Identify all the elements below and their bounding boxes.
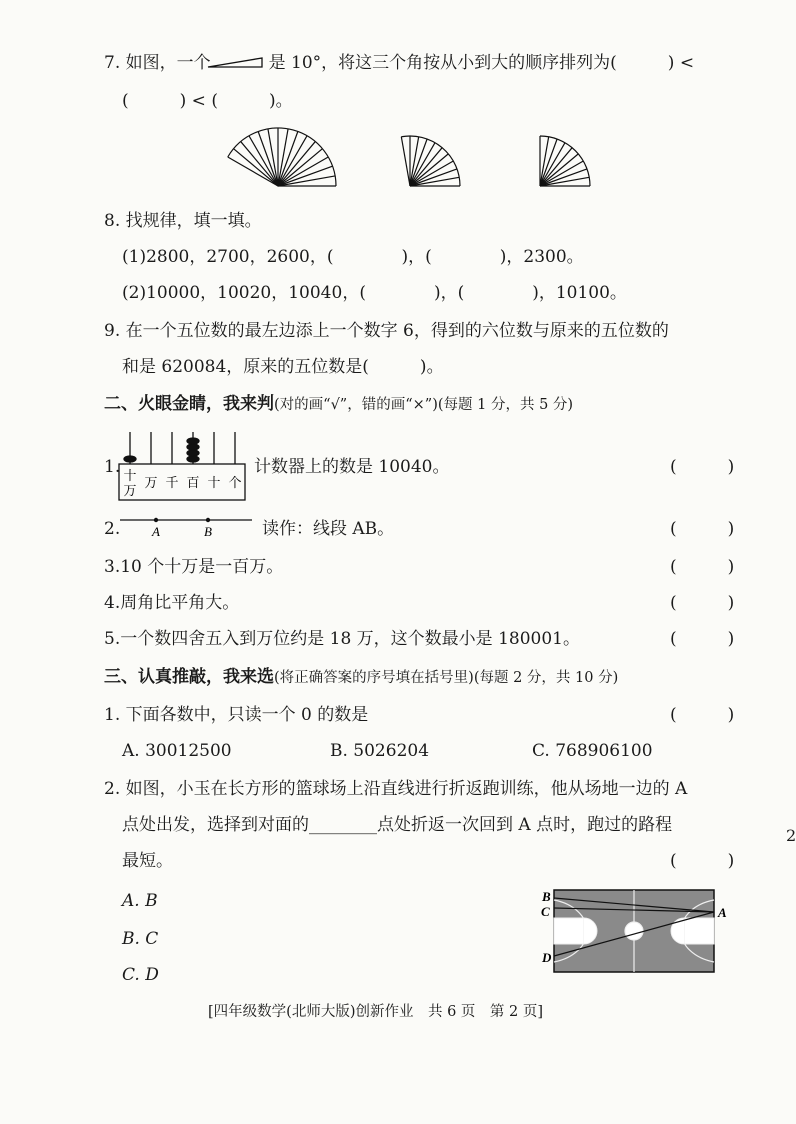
judge-1-num: 1. xyxy=(104,457,121,477)
choice2-option-b[interactable]: B. C xyxy=(122,929,159,949)
abacus-label: 万 xyxy=(144,476,158,491)
choice2-option-a[interactable]: A. B xyxy=(122,891,158,911)
choice2-option-c[interactable]: C. D xyxy=(122,965,159,985)
abacus-label: 十万 xyxy=(123,469,137,499)
choice1-option-c[interactable]: C. 768906100 xyxy=(532,741,653,761)
angle-fan-1 xyxy=(233,120,343,190)
judge-1-answer[interactable]: ( ) xyxy=(670,457,735,477)
choice2-line3: 最短。 xyxy=(122,851,173,871)
judge-4 xyxy=(104,592,239,614)
q8-sub2: (2)10000，10020，10040，( )，( )，10100。 xyxy=(122,283,627,303)
judge-3 xyxy=(104,556,283,578)
judge-5-text: 一个数四舍五入到万位约是 18 万，这个数最小是 180001。 xyxy=(120,629,580,649)
court-label-a: A xyxy=(718,905,727,920)
abacus-label: 个 xyxy=(228,476,242,491)
abacus-label: 百 xyxy=(186,476,200,491)
side-page-mark: 2 xyxy=(786,826,796,845)
judge-2-num: 2. xyxy=(104,519,121,539)
abacus-label: 十 xyxy=(207,476,221,491)
choice1-question: 1. 下面各数中，只读一个 0 的数是 xyxy=(104,705,369,725)
choice1-option-a[interactable]: A. 30012500 xyxy=(122,741,232,761)
abacus-bead xyxy=(124,456,136,462)
page-footer: [四年级数学(北师大版)创新作业 共 6 页 第 2 页] xyxy=(208,1004,544,1020)
section2-header xyxy=(104,393,573,416)
small-angle-figure xyxy=(206,56,266,70)
abacus-bead xyxy=(187,450,199,456)
judge-4-num: 4. xyxy=(104,593,121,613)
basketball-court-figure xyxy=(538,886,738,986)
section3-header xyxy=(104,666,618,689)
judge-5-num: 5. xyxy=(104,629,121,649)
q9-line1: 9. 在一个五位数的最左边添上一个数字 6，得到的六位数与原来的五位数的 xyxy=(104,321,669,341)
angle-fan-2 xyxy=(390,120,470,190)
abacus-bead xyxy=(187,444,199,450)
section3-note: (将正确答案的序号填在括号里)(每题 2 分，共 10 分) xyxy=(274,670,619,686)
abacus-bead xyxy=(187,438,199,444)
judge-2-answer[interactable]: ( ) xyxy=(670,519,735,539)
choice1-option-b[interactable]: B. 5026204 xyxy=(330,741,430,761)
judge-1-text: 计数器上的数是 10040。 xyxy=(254,457,450,477)
court-label-c: C xyxy=(541,904,550,919)
q8-sub1: (1)2800，2700，2600，( )，( )，2300。 xyxy=(122,247,584,267)
judge-4-answer[interactable]: ( ) xyxy=(670,593,735,613)
choice1-answer[interactable]: ( ) xyxy=(670,705,735,725)
q9-line2: 和是 620084，原来的五位数是( )。 xyxy=(122,357,444,377)
court-label-d: D xyxy=(542,950,552,965)
line-segment-figure xyxy=(118,512,258,538)
choice2-answer[interactable]: ( ) xyxy=(670,851,735,871)
point-a-label: A xyxy=(152,524,160,539)
judge-5 xyxy=(104,628,580,650)
court-label-b: B xyxy=(542,889,551,904)
abacus-label: 千 xyxy=(165,476,179,491)
point-b-label: B xyxy=(204,524,212,539)
angle-fan-3 xyxy=(520,120,600,190)
abacus-bead xyxy=(187,456,199,462)
q7-text-pre: 7. 如图，一个 xyxy=(104,53,211,73)
judge-3-num: 3. xyxy=(104,557,121,577)
judge-3-text: 10 个十万是一百万。 xyxy=(120,557,284,577)
q7-line1 xyxy=(104,52,694,74)
choice2-line2: 点处出发，选择到对面的________点处折返一次回到 A 点时，跑过的路程 xyxy=(122,815,673,835)
q8-title: 8. 找规律，填一填。 xyxy=(104,211,262,231)
section3-title: 三、认真推敲，我来选 xyxy=(104,667,274,687)
judge-5-answer[interactable]: ( ) xyxy=(670,629,735,649)
judge-3-answer[interactable]: ( ) xyxy=(670,557,735,577)
judge-2-text: 读作：线段 AB。 xyxy=(262,519,395,539)
abacus-figure xyxy=(118,430,248,502)
choice2-line1: 2. 如图，小玉在长方形的篮球场上沿直线进行折返跑训练，他从场地一边的 A xyxy=(104,779,688,799)
q7-line2: ( ) < ( )。 xyxy=(122,91,293,111)
q7-text-post: 是 10°，将这三个角按从小到大的顺序排列为( ) < xyxy=(268,53,695,73)
section2-note: (对的画“√”，错的画“×”)(每题 1 分，共 5 分) xyxy=(274,397,574,413)
section2-title: 二、火眼金睛，我来判 xyxy=(104,394,274,414)
judge-4-text: 周角比平角大。 xyxy=(120,593,240,613)
